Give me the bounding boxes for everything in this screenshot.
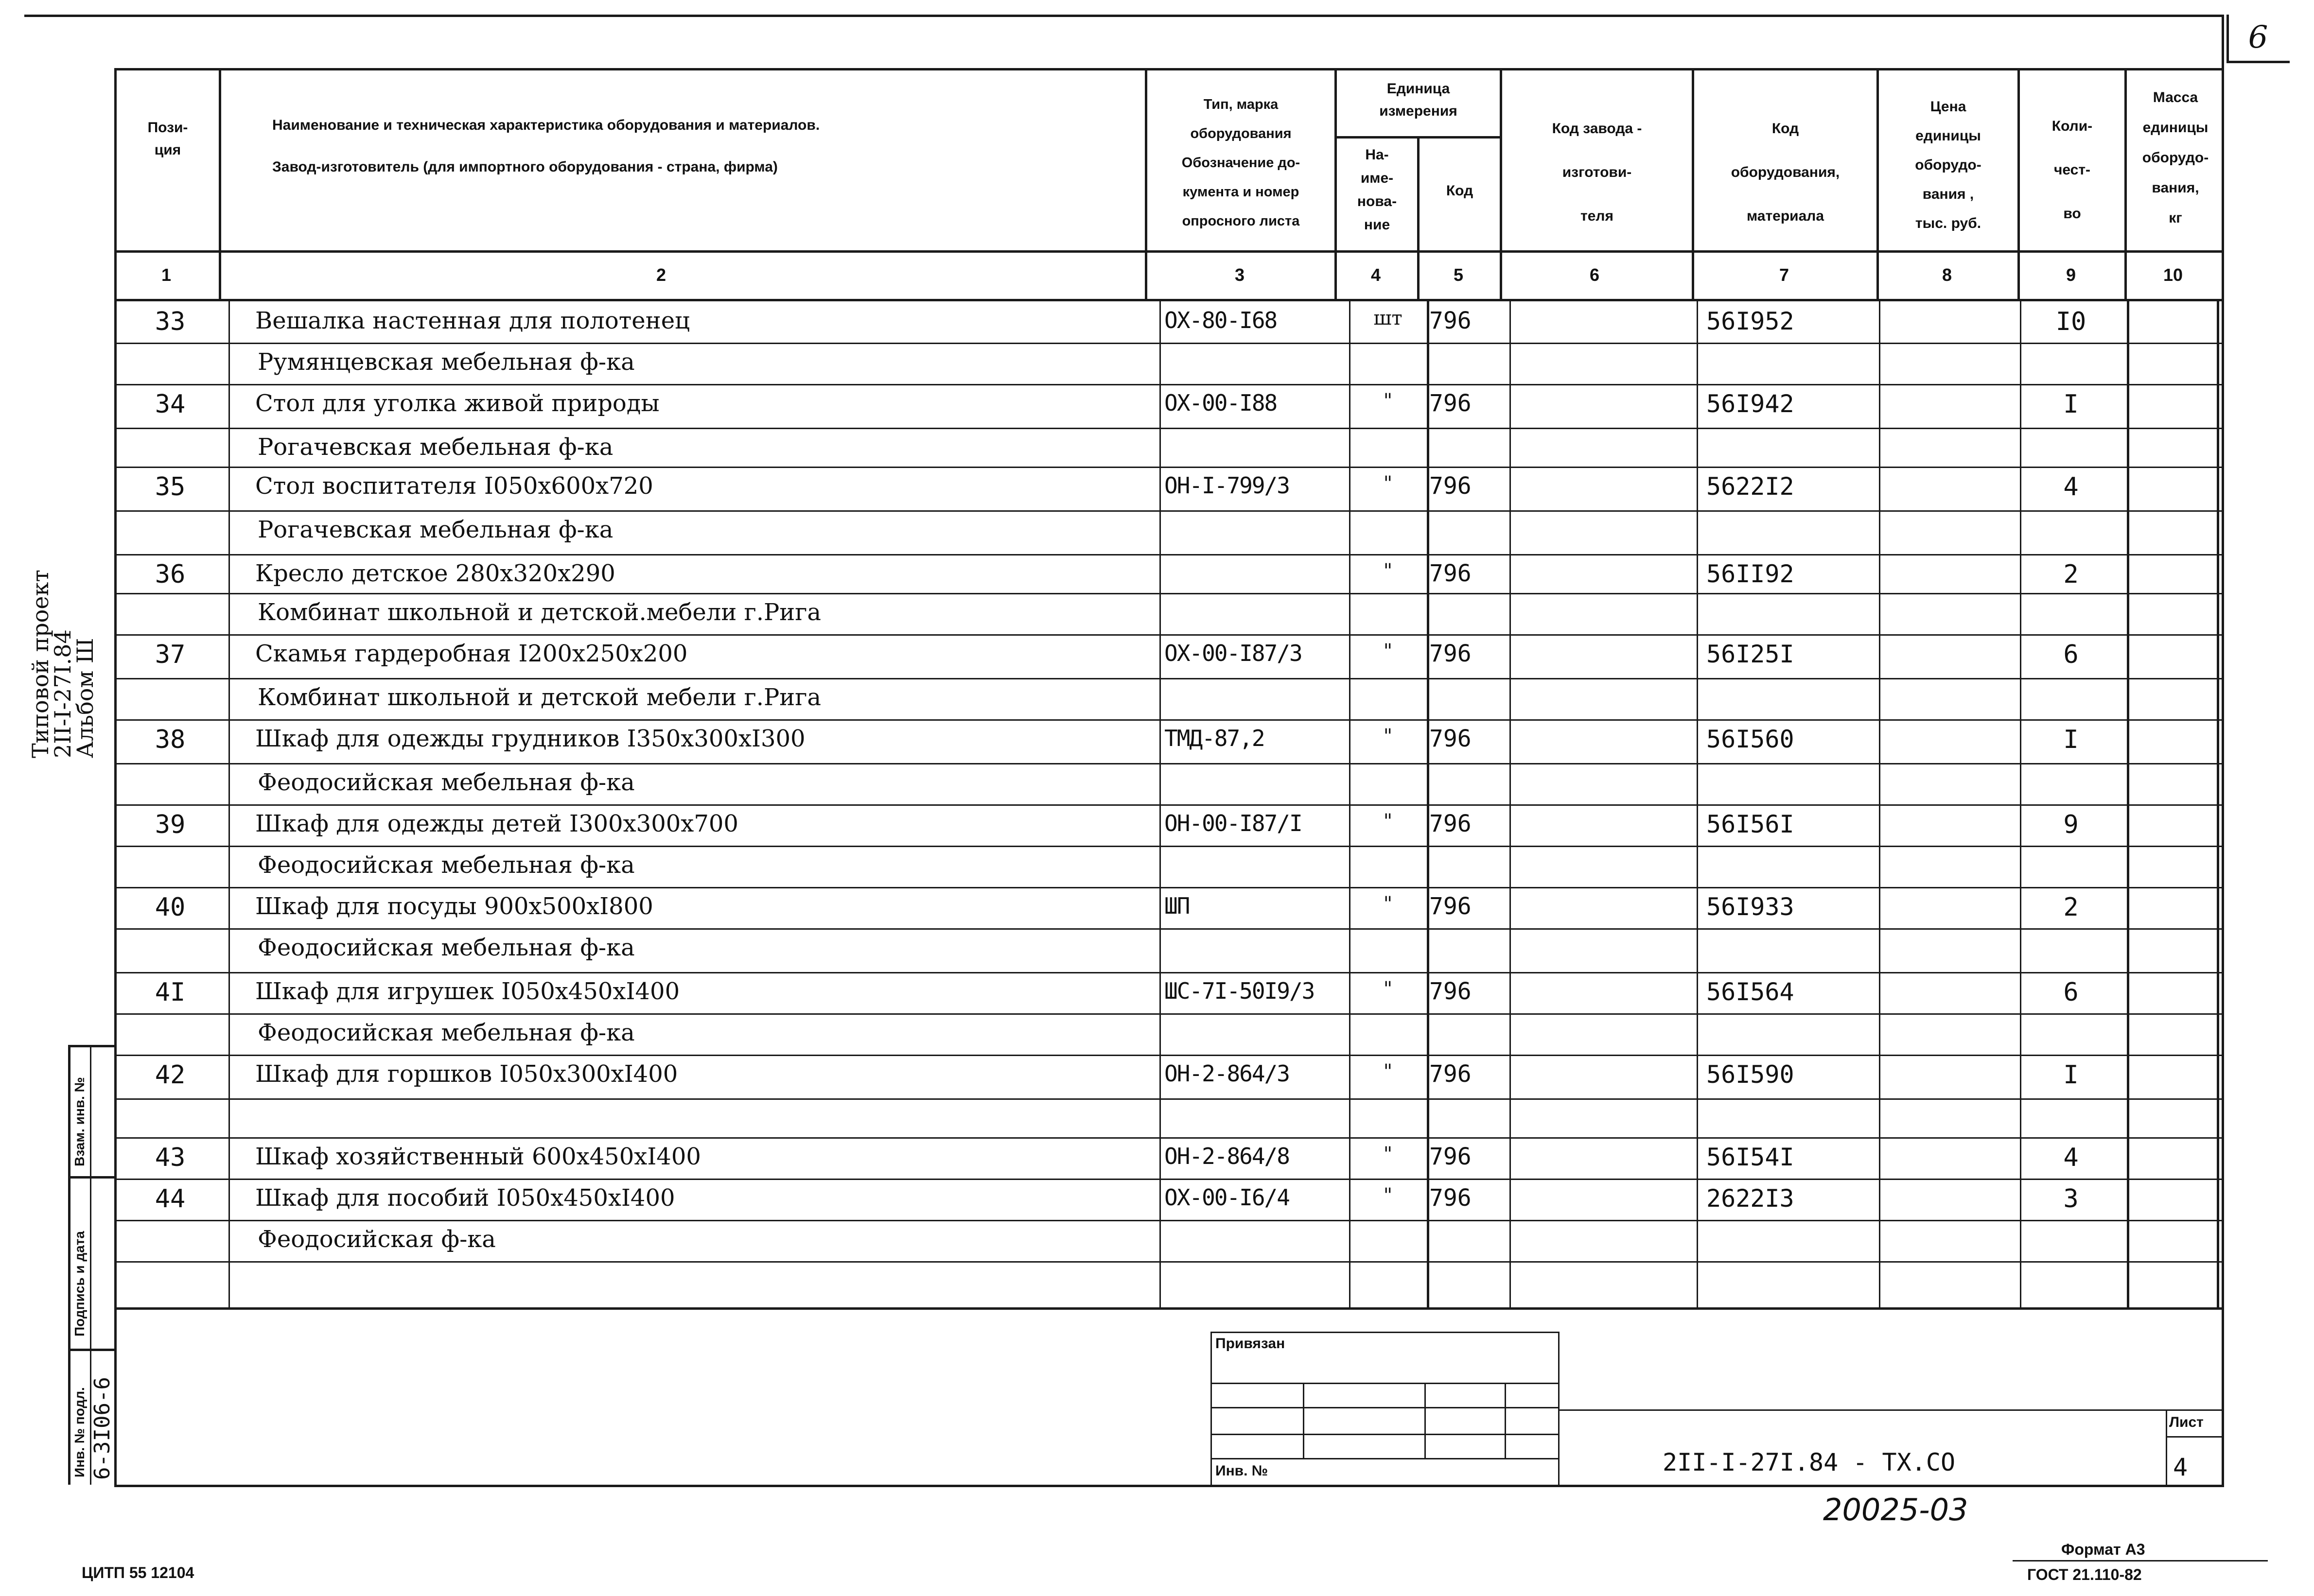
cell-type: ТМД-87,2 [1164, 725, 1264, 751]
cell-name: Шкаф для пособий I050х450хI400 [255, 1184, 675, 1212]
cell-name: Румянцевская мебельная ф-ка [258, 348, 635, 376]
table-row [0, 678, 2314, 719]
header-col3-l3: Обозначение до- [1181, 155, 1300, 171]
cell-equipment-code: 56I952 [1706, 307, 1794, 335]
cell-quantity: I [2063, 1060, 2079, 1090]
col-sep-1 [219, 68, 221, 301]
header-col2 [228, 114, 1050, 178]
header-col5: Код [1446, 183, 1473, 199]
tb-col-2 [1424, 1383, 1426, 1458]
header-col7-l1: Код [1771, 121, 1799, 137]
header-col1-l2: ция [154, 142, 181, 158]
cell-unit-code: 796 [1429, 1143, 1472, 1170]
cell-type: ОН-00-I87/I [1164, 810, 1302, 836]
cell-unit-name: " [1383, 978, 1393, 1000]
cell-unit-name: " [1383, 1060, 1393, 1083]
cell-unit-code: 796 [1429, 390, 1472, 417]
table-row [0, 467, 2314, 510]
cell-unit-code: 796 [1429, 560, 1472, 587]
header-line [114, 250, 2224, 253]
colnum-7: 7 [1779, 265, 1789, 285]
cell-name: Шкаф для одежды детей I300х300х700 [255, 810, 738, 837]
cell-unit-code: 796 [1429, 1184, 1472, 1212]
cell-name: Шкаф для посуды 900х500хI800 [255, 893, 653, 920]
table-row [0, 1098, 2314, 1137]
page-number-box-bottom [2226, 61, 2290, 63]
cell-position: 44 [155, 1184, 186, 1214]
colnum-1: 1 [161, 265, 172, 285]
cell-unit-name: шт [1373, 307, 1402, 330]
cell-name: Шкаф хозяйственный 600х450хI400 [255, 1143, 701, 1170]
cell-quantity: I [2063, 390, 2079, 419]
header-col4-l1: На- [1365, 147, 1389, 163]
cell-unit-code: 796 [1429, 640, 1472, 667]
cell-unit-name: " [1383, 893, 1393, 915]
cell-equipment-code: 56I56I [1706, 810, 1794, 838]
gost-label: ГОСТ 21.110-82 [2027, 1566, 2142, 1583]
cell-name: Шкаф для игрушек I050х450хI400 [255, 978, 680, 1005]
cell-quantity: 6 [2063, 978, 2079, 1007]
page-number: 6 [2248, 19, 2268, 55]
header-col3-l4: кумента и номер [1182, 184, 1299, 200]
header-col4 [1337, 143, 1417, 237]
cell-position: 43 [155, 1143, 186, 1172]
cell-type: ШП [1164, 893, 1190, 919]
colnum-6: 6 [1589, 265, 1600, 285]
cell-type: ОН-2-864/8 [1164, 1143, 1289, 1169]
cell-equipment-code: 56I564 [1706, 978, 1794, 1006]
format-label: Формат А3 [2061, 1541, 2145, 1558]
header-col8-l1: Цена [1930, 99, 1966, 115]
tb-sheet-left [2166, 1409, 2167, 1485]
header-col10-l5: кг [2169, 210, 2182, 226]
tb-col-3 [1505, 1383, 1506, 1458]
header-unit-l2: измерения [1379, 103, 1457, 119]
stamp-left [68, 1045, 70, 1485]
table-row [0, 634, 2314, 678]
cell-name: Шкаф для горшков I050х300хI400 [255, 1060, 678, 1088]
cell-quantity: 4 [2063, 472, 2079, 502]
cell-unit-code: 796 [1429, 810, 1472, 837]
cell-unit-name: " [1383, 640, 1393, 662]
header-col8-l4: вания , [1922, 186, 1974, 202]
header-col6-l3: теля [1580, 208, 1613, 224]
col-sep-4 [1417, 136, 1420, 301]
header-col7-l3: материала [1746, 208, 1824, 224]
header-col3-l5: опросного листа [1182, 213, 1300, 229]
cell-unit-name: " [1383, 390, 1393, 412]
stamp-inv-value: 6-3I06-6 [90, 1377, 115, 1480]
table-row [0, 1055, 2314, 1098]
header-col9 [2020, 104, 2124, 236]
cell-unit-code: 796 [1429, 307, 1472, 334]
cell-position: 34 [155, 390, 186, 419]
header-col7 [1694, 107, 1876, 238]
stamp-sep-2 [68, 1349, 114, 1351]
colnum-3: 3 [1234, 265, 1245, 285]
cell-unit-name: " [1383, 810, 1393, 833]
header-col2-l2: Завод-изготовитель (для импортного оборудования - страна, фирма) [272, 159, 778, 175]
cell-quantity: 2 [2063, 560, 2079, 589]
header-col4-l3: нова- [1357, 193, 1397, 209]
cell-name: Кресло детское 280х320х290 [255, 560, 615, 587]
table-row [0, 428, 2314, 467]
table-row [0, 1013, 2314, 1055]
cell-equipment-code: 56I54I [1706, 1143, 1794, 1171]
header-col9-l3: во [2063, 206, 2081, 222]
cell-type: ОХ-00-I88 [1164, 390, 1277, 416]
handwritten-number: 20025-03 [1823, 1492, 1968, 1527]
tb-sheet-sep [2166, 1436, 2224, 1438]
table-row [0, 763, 2314, 804]
cell-name: Феодосийская мебельная ф-ка [258, 769, 635, 796]
sheet-label: Лист [2169, 1414, 2204, 1430]
cell-unit-code: 796 [1429, 978, 1472, 1005]
colnum-10: 10 [2163, 265, 2183, 285]
doc-code: 2II-I-27I.84 - ТХ.СО [1663, 1448, 1956, 1476]
top-border [24, 15, 2222, 17]
cell-unit-name: " [1383, 1143, 1393, 1165]
page-number-box-left [2226, 15, 2229, 63]
table-row [0, 1137, 2314, 1179]
tb-privyazan: Привязан [1215, 1336, 1285, 1352]
cell-position: 39 [155, 810, 186, 839]
sheet-number: 4 [2173, 1453, 2188, 1481]
cell-quantity: 4 [2063, 1143, 2079, 1172]
colnum-2: 2 [656, 265, 666, 285]
header-col9-l2: чест- [2053, 162, 2091, 178]
colnum-5: 5 [1453, 265, 1464, 285]
header-col10-l1: Масса [2153, 89, 2198, 105]
cell-unit-code: 796 [1429, 725, 1472, 752]
cell-name: Рогачевская мебельная ф-ка [258, 516, 614, 543]
header-col8-l2: единицы [1915, 128, 1981, 144]
cell-position: 40 [155, 893, 186, 922]
table-row [0, 343, 2314, 384]
cell-unit-code: 796 [1429, 893, 1472, 920]
cell-name: Скамья гардеробная I200х250х200 [255, 640, 688, 667]
header-col8-l3: оборудо- [1915, 157, 1981, 173]
header-col10-l4: вания, [2152, 180, 2199, 196]
cell-name: Феодосийская мебельная ф-ка [258, 851, 635, 879]
header-col6-l1: Код завода - [1552, 121, 1642, 137]
cell-name: Вешалка настенная для полотенец [255, 307, 690, 334]
table-row [0, 846, 2314, 887]
header-col1-l1: Пози- [147, 120, 188, 136]
cell-type: ОХ-80-I68 [1164, 307, 1277, 333]
cell-equipment-code: 56I942 [1706, 390, 1794, 418]
colnum-8: 8 [1942, 265, 1952, 285]
cell-name: Феодосийская мебельная ф-ка [258, 934, 635, 961]
unit-group-line [1334, 136, 1500, 139]
cell-unit-name: " [1383, 472, 1393, 495]
table-row [0, 554, 2314, 593]
header-unit-group [1337, 78, 1500, 122]
cell-equipment-code: 56I560 [1706, 725, 1794, 753]
cell-quantity: I0 [2055, 307, 2086, 336]
table-row [0, 510, 2314, 554]
header-col3 [1147, 90, 1334, 236]
cell-position: 42 [155, 1060, 186, 1090]
colnum-4: 4 [1370, 265, 1381, 285]
stamp-vzam: Взам. инв. № [72, 1077, 87, 1166]
cell-type: ОХ-00-I6/4 [1164, 1184, 1289, 1211]
cell-quantity: 6 [2063, 640, 2079, 669]
cell-name: Стол воспитателя I050х600х720 [255, 472, 653, 500]
header-col4-l2: име- [1360, 170, 1394, 186]
header-col3-l1: Тип, марка [1203, 97, 1279, 112]
cell-equipment-code: 56II92 [1706, 560, 1794, 588]
cell-quantity: 3 [2063, 1184, 2079, 1214]
side-project-l3: Альбом Ш [72, 638, 98, 758]
side-project-l2: 2II-I-27I.84 [50, 629, 76, 758]
cell-equipment-code: 56I590 [1706, 1060, 1794, 1089]
cell-name: Стол для уголка живой природы [255, 390, 660, 417]
cell-equipment-code: 2622I3 [1706, 1184, 1794, 1213]
table-row [0, 804, 2314, 846]
colnum-9: 9 [2066, 265, 2076, 285]
cell-unit-name: " [1383, 560, 1393, 582]
table-row [0, 928, 2314, 972]
cell-equipment-code: 5622I2 [1706, 472, 1794, 501]
cell-equipment-code: 56I933 [1706, 893, 1794, 921]
table-row [0, 972, 2314, 1013]
cell-unit-name: " [1383, 1184, 1393, 1207]
table-row [0, 1220, 2314, 1261]
cell-type: ОХ-00-I87/3 [1164, 640, 1302, 666]
row-separator [114, 1261, 2224, 1263]
stamp-sep-1 [68, 1176, 114, 1179]
printer-code: ЦИТП 55 12104 [82, 1564, 194, 1581]
cell-quantity: 9 [2063, 810, 2079, 839]
table-row [0, 593, 2314, 634]
stamp-podpis: Подпись и дата [72, 1231, 87, 1336]
table-row [0, 384, 2314, 428]
cell-unit-code: 796 [1429, 472, 1472, 500]
header-col7-l2: оборудования, [1731, 164, 1840, 180]
header-col2-l1: Наименование и техническая характеристика оборудования и материалов. [272, 117, 820, 133]
cell-position: 38 [155, 725, 186, 754]
tb-top [1210, 1332, 1560, 1333]
tb-col-1 [1303, 1383, 1304, 1458]
frame-bottom [114, 1485, 2224, 1487]
header-col4-l4: ние [1364, 217, 1390, 233]
cell-position: 4I [155, 978, 186, 1007]
cell-type: ШС-7I-50I9/3 [1164, 978, 1315, 1004]
header-col1 [124, 117, 211, 161]
cell-position: 35 [155, 472, 186, 502]
header-unit-l1: Единица [1386, 81, 1450, 97]
cell-name: Шкаф для одежды грудников I350х300хI300 [255, 725, 806, 752]
table-row [0, 719, 2314, 763]
cell-quantity: I [2063, 725, 2079, 754]
cell-type: ОН-2-864/3 [1164, 1060, 1289, 1087]
cell-type: ОН-I-799/3 [1164, 472, 1289, 499]
side-project-l1: Типовой проект [27, 570, 53, 758]
cell-name: Рогачевская мебельная ф-ка [258, 434, 614, 461]
table-row [0, 887, 2314, 928]
gost-line [2013, 1560, 2268, 1561]
header-col10-l2: единицы [2142, 120, 2209, 136]
cell-position: 33 [155, 307, 186, 336]
tb-row-4 [1210, 1458, 1560, 1459]
tb-row-2 [1210, 1407, 1560, 1408]
tb-doc-top [1558, 1409, 2224, 1411]
cell-unit-code: 796 [1429, 1060, 1472, 1088]
side-project [29, 570, 96, 758]
header-col9-l1: Коли- [2051, 118, 2093, 134]
cell-position: 37 [155, 640, 186, 669]
tb-row-1 [1210, 1383, 1560, 1384]
table-row [0, 1179, 2314, 1220]
header-col3-l2: оборудования [1190, 126, 1292, 141]
cell-name: Комбинат школьной и детской мебели г.Рига [258, 684, 822, 711]
table-bottom [114, 1307, 2224, 1310]
cell-name: Комбинат школьной и детской.мебели г.Рига [258, 599, 822, 626]
header-col6-l2: изготови- [1562, 164, 1632, 180]
header-col8-l5: тыс. руб. [1915, 215, 1981, 231]
header-col10-l3: оборудо- [2142, 150, 2209, 166]
cell-unit-name: " [1383, 725, 1393, 747]
tb-row-3 [1210, 1434, 1560, 1435]
cell-equipment-code: 56I25I [1706, 640, 1794, 668]
cell-quantity: 2 [2063, 893, 2079, 922]
frame-top [114, 68, 2224, 70]
tb-inv-no: Инв. № [1215, 1463, 1268, 1479]
header-col8 [1879, 92, 2017, 238]
header-col6 [1502, 107, 1692, 238]
table-row [0, 301, 2314, 343]
stamp-top [68, 1045, 114, 1047]
cell-position: 36 [155, 560, 186, 589]
header-col10 [2127, 83, 2224, 233]
cell-name: Феодосийская мебельная ф-ка [258, 1019, 635, 1046]
stamp-inv: Инв. № подл. [72, 1387, 87, 1477]
cell-name: Феодосийская ф-ка [258, 1226, 496, 1253]
